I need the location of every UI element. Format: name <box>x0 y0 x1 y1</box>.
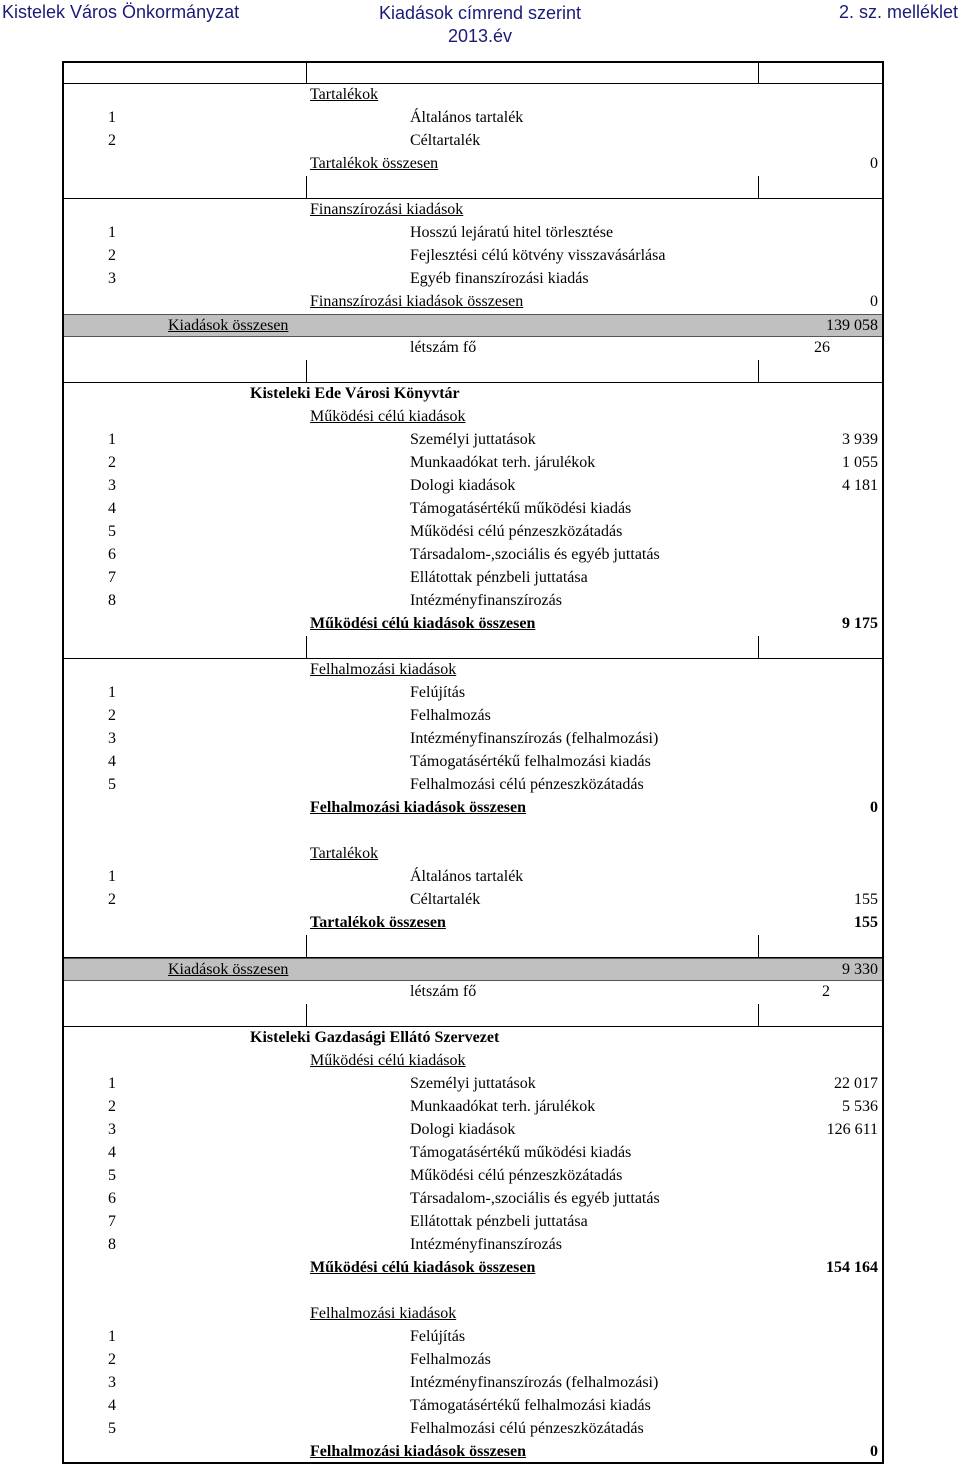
row-label: Céltartalék <box>410 132 481 149</box>
column-divider <box>306 360 307 382</box>
subtotal-label: Tartalékok összesen <box>310 155 439 172</box>
row-value: 1 055 <box>842 454 878 471</box>
table-row <box>64 774 882 797</box>
grand-total-value: 9 330 <box>842 961 878 978</box>
column-divider <box>306 935 307 957</box>
row-value: 126 611 <box>826 1121 878 1138</box>
column-divider <box>306 63 307 83</box>
table-row <box>64 1349 882 1372</box>
staff-count-row <box>64 981 882 1004</box>
header-title <box>0 2 960 48</box>
row-number: 8 <box>108 592 116 609</box>
subtotal-row <box>64 912 882 935</box>
row-label: Támogatásértékű működési kiadás <box>410 1144 632 1161</box>
staff-count-row <box>64 337 882 360</box>
table-row <box>64 590 882 613</box>
row-number: 1 <box>108 431 116 448</box>
row-number: 3 <box>108 270 116 287</box>
section-heading-label: Felhalmozási kiadások <box>310 1305 457 1322</box>
table-row <box>64 452 882 475</box>
table-row <box>64 245 882 268</box>
blank-row <box>64 176 882 199</box>
row-number: 1 <box>108 109 116 126</box>
column-divider <box>758 63 759 83</box>
row-value: 5 536 <box>842 1098 878 1115</box>
row-number: 4 <box>108 1397 116 1414</box>
row-number: 6 <box>108 546 116 563</box>
table-row <box>64 521 882 544</box>
row-label: Ellátottak pénzbeli juttatása <box>410 1213 588 1230</box>
table-row <box>64 1188 882 1211</box>
table-row <box>64 1395 882 1418</box>
row-label: Munkaadókat terh. járulékok <box>410 1098 596 1115</box>
staff-count-value: 2 <box>822 983 830 1000</box>
header-title-line2: 2013.év <box>447 26 513 46</box>
table-row <box>64 1418 882 1441</box>
row-label: Személyi juttatások <box>410 1075 536 1092</box>
table-row <box>64 1211 882 1234</box>
row-number: 1 <box>108 224 116 241</box>
table-row <box>64 682 882 705</box>
row-number: 3 <box>108 730 116 747</box>
column-divider <box>758 935 759 957</box>
staff-count-value: 26 <box>814 339 830 356</box>
table-row <box>64 866 882 889</box>
row-label: Társadalom-,szociális és egyéb juttatás <box>410 546 660 563</box>
row-label: Munkaadókat terh. járulékok <box>410 454 596 471</box>
column-divider <box>306 636 307 658</box>
subtotal-value: 9 175 <box>842 615 878 632</box>
blank-row <box>64 935 882 958</box>
row-number: 1 <box>108 684 116 701</box>
row-label: Felújítás <box>410 684 466 701</box>
row-label: Intézményfinanszírozás (felhalmozási) <box>410 730 659 747</box>
grand-total-row <box>64 958 882 981</box>
table-row <box>64 1073 882 1096</box>
page-header <box>0 0 960 46</box>
column-divider <box>758 360 759 382</box>
budget-table <box>62 61 884 1464</box>
header-annex-label: 2. sz. melléklet <box>838 2 958 22</box>
subtotal-label: Finanszírozási kiadások összesen <box>310 293 524 310</box>
table-row <box>64 429 882 452</box>
table-row <box>64 222 882 245</box>
row-label: Intézményfinanszírozás (felhalmozási) <box>410 1374 659 1391</box>
row-label: Felhalmozás <box>410 1351 491 1368</box>
row-number: 3 <box>108 477 116 494</box>
subtotal-value: 154 164 <box>826 1259 878 1276</box>
row-number: 5 <box>108 1420 116 1437</box>
section-heading <box>64 1050 882 1073</box>
table-row <box>64 107 882 130</box>
blank-row <box>64 820 882 843</box>
row-label: Egyéb finanszírozási kiadás <box>410 270 589 287</box>
row-label: Dologi kiadások <box>410 477 516 494</box>
row-value: 22 017 <box>834 1075 878 1092</box>
table-row <box>64 1165 882 1188</box>
row-number: 5 <box>108 1167 116 1184</box>
section-heading <box>64 1303 882 1326</box>
section-heading <box>64 84 882 107</box>
subtotal-label: Felhalmozási kiadások összesen <box>310 799 527 816</box>
row-number: 4 <box>108 753 116 770</box>
section-heading-label: Tartalékok <box>310 86 379 103</box>
row-label: Hosszú lejáratú hitel törlesztése <box>410 224 614 241</box>
table-row <box>64 728 882 751</box>
column-divider <box>758 636 759 658</box>
row-label: Felújítás <box>410 1328 466 1345</box>
section-heading <box>64 199 882 222</box>
row-label: Intézményfinanszírozás <box>410 592 562 609</box>
row-number: 1 <box>108 868 116 885</box>
table-row <box>64 1142 882 1165</box>
row-number: 5 <box>108 776 116 793</box>
section-heading <box>64 659 882 682</box>
row-number: 6 <box>108 1190 116 1207</box>
table-row <box>64 567 882 590</box>
row-number: 2 <box>108 1351 116 1368</box>
row-label: Általános tartalék <box>410 109 524 126</box>
row-label: Fejlesztési célú kötvény visszavásárlása <box>410 247 666 264</box>
section-heading-label: Tartalékok <box>310 845 379 862</box>
table-row <box>64 544 882 567</box>
row-number: 3 <box>108 1121 116 1138</box>
row-number: 2 <box>108 132 116 149</box>
row-number: 2 <box>108 454 116 471</box>
subtotal-label: Működési célú kiadások összesen <box>310 1259 536 1276</box>
blank-row <box>64 1280 882 1303</box>
row-label: Felhalmozás <box>410 707 491 724</box>
institution-name: Kisteleki Ede Városi Könyvtár <box>250 385 460 402</box>
subtotal-row <box>64 1441 882 1464</box>
row-label: Működési célú pénzeszközátadás <box>410 1167 623 1184</box>
row-number: 2 <box>108 707 116 724</box>
subtotal-value: 0 <box>870 155 878 172</box>
subtotal-label: Tartalékok összesen <box>310 914 446 931</box>
grand-total-label: Kiadások összesen <box>168 961 289 978</box>
row-number: 4 <box>108 1144 116 1161</box>
subtotal-row <box>64 153 882 176</box>
grand-total-label: Kiadások összesen <box>168 317 289 334</box>
blank-row <box>64 636 882 659</box>
row-value: 3 939 <box>842 431 878 448</box>
subtotal-row <box>64 291 882 314</box>
table-row <box>64 1096 882 1119</box>
row-number: 4 <box>108 500 116 517</box>
row-label: Ellátottak pénzbeli juttatása <box>410 569 588 586</box>
row-label: Támogatásértékű felhalmozási kiadás <box>410 1397 651 1414</box>
table-row <box>64 1372 882 1395</box>
subtotal-value: 0 <box>870 799 878 816</box>
table-row <box>64 130 882 153</box>
section-heading-label: Működési célú kiadások <box>310 1052 466 1069</box>
subtotal-row <box>64 797 882 820</box>
grand-total-value: 139 058 <box>826 317 878 334</box>
table-row <box>64 475 882 498</box>
row-number: 5 <box>108 523 116 540</box>
row-label: Társadalom-,szociális és egyéb juttatás <box>410 1190 660 1207</box>
row-label: Személyi juttatások <box>410 431 536 448</box>
table-row <box>64 1234 882 1257</box>
row-label: Céltartalék <box>410 891 481 908</box>
subtotal-value: 155 <box>854 914 878 931</box>
row-number: 2 <box>108 1098 116 1115</box>
grand-total-row <box>64 314 882 337</box>
section-heading-label: Működési célú kiadások <box>310 408 466 425</box>
table-row <box>64 268 882 291</box>
blank-row <box>64 360 882 383</box>
subtotal-value: 0 <box>870 1443 878 1460</box>
institution-heading <box>64 383 882 406</box>
row-label: Intézményfinanszírozás <box>410 1236 562 1253</box>
row-label: Dologi kiadások <box>410 1121 516 1138</box>
header-municipality: Kistelek Város Önkormányzat <box>2 2 240 22</box>
subtotal-row <box>64 613 882 636</box>
table-row <box>64 498 882 521</box>
row-label: Működési célú pénzeszközátadás <box>410 523 623 540</box>
row-label: Általános tartalék <box>410 868 524 885</box>
table-row <box>64 705 882 728</box>
row-number: 7 <box>108 569 116 586</box>
section-heading-label: Felhalmozási kiadások <box>310 661 457 678</box>
row-label: Támogatásértékű működési kiadás <box>410 500 632 517</box>
section-heading <box>64 406 882 429</box>
row-number: 7 <box>108 1213 116 1230</box>
table-row <box>64 1119 882 1142</box>
row-label: Támogatásértékű felhalmozási kiadás <box>410 753 651 770</box>
subtotal-label: Működési célú kiadások összesen <box>310 615 536 632</box>
blank-row <box>64 1004 882 1027</box>
column-divider <box>306 1004 307 1026</box>
table-row <box>64 751 882 774</box>
row-label: Felhalmozási célú pénzeszközátadás <box>410 776 644 793</box>
row-number: 2 <box>108 891 116 908</box>
staff-count-label: létszám fő <box>410 983 477 1000</box>
subtotal-value: 0 <box>870 293 878 310</box>
column-divider <box>758 176 759 198</box>
column-divider <box>306 176 307 198</box>
table-row <box>64 889 882 912</box>
row-number: 1 <box>108 1075 116 1092</box>
subtotal-row <box>64 1257 882 1280</box>
row-value: 155 <box>854 891 878 908</box>
row-label: Felhalmozási célú pénzeszközátadás <box>410 1420 644 1437</box>
section-heading-label: Finanszírozási kiadások <box>310 201 464 218</box>
table-row <box>64 1326 882 1349</box>
row-value: 4 181 <box>842 477 878 494</box>
subtotal-label: Felhalmozási kiadások összesen <box>310 1443 527 1460</box>
column-divider <box>758 1004 759 1026</box>
header-title-line1: Kiadások címrend szerint <box>378 3 582 23</box>
row-number: 2 <box>108 247 116 264</box>
institution-heading <box>64 1027 882 1050</box>
row-number: 1 <box>108 1328 116 1345</box>
table-top-row <box>64 61 882 84</box>
row-number: 8 <box>108 1236 116 1253</box>
section-heading <box>64 843 882 866</box>
institution-name: Kisteleki Gazdasági Ellátó Szervezet <box>250 1029 500 1046</box>
row-number: 3 <box>108 1374 116 1391</box>
staff-count-label: létszám fő <box>410 339 477 356</box>
